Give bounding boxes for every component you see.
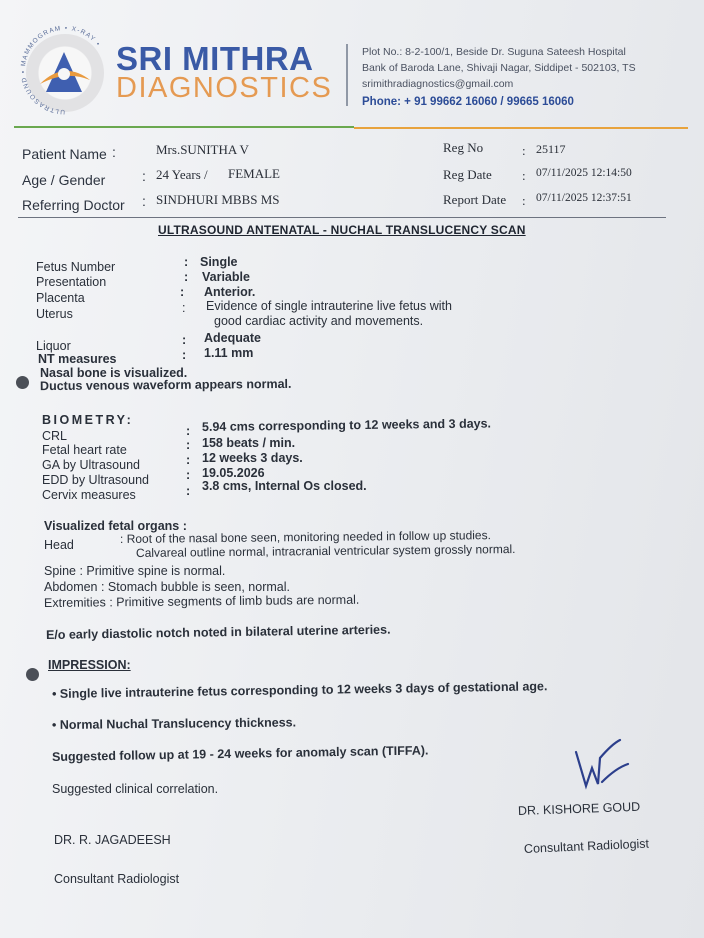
punch-hole-icon [16,376,29,389]
finding-label: NT measures [38,352,117,366]
report-title: ULTRASOUND ANTENATAL - NUCHAL TRANSLUCENCY SCAN [158,223,526,237]
left-doctor-title: Consultant Radiologist [54,872,180,886]
report-sheet: ULTRASOUND • MAMMOGRAM • X-RAY • SRI MITHRA DIAGNOSTICS Plot No.: 8-2-100/1, Beside Dr. Suguna Sateesh Hospital Bank of Baroda Lane, Shivaji Nagar, Siddipet - 502103, TS srimithradiagnostics@gmail.com Phone: + 91 99662 16060 / 99665 16060 Patient Name : Mrs.SUNITHA V Age / Gender : 24 Years / FEMALE Referring Doctor : SINDHURI MBBS MS Reg No : 25117 Reg Date : 07/11/2025 12:14:50 Report Date : 07/11/2025 12:37:51 ULTRASOUND ANTENATAL - NUCHAL TRANSLUCENCY SCAN Fetus Number : Single Presentation : Variable Placenta : Anterior. Uterus : Evidence of single intrauterine live fetus with good cardiac activity and movements. Liquor : Adequate NT measures : 1.11 mm Nasal bone is visualized. Ductus venous waveform appears normal. BIOMETRY: CRL : 5.94 cms corresponding to 12 weeks and 3 days. Fetal heart rate : 158 beats / min. GA by Ultrasound : 12 weeks 3 days. EDD by Ultrasound : 19.05.2026 Cervix measures : 3.8 cms, Internal Os closed. Visualized fetal organs : Head : Root of the nasal bone seen, monitoring needed in follow up studies. Calvareal outline normal, intracranial ventricular system grossly normal. Spine : Primitive spine is normal. Abdomen : Stomach bubble is seen, normal. Extremities : Primitive segments of limb buds are normal. E/o early diastolic notch noted in bilateral uterine arteries. IMPRESSION: • Single live intrauterine fetus corresponding to 12 weeks 3 days of gestational age. • Normal Nuchal Translucency thickness. Suggested follow up at 19 - 24 weeks for anomaly scan (TIFFA). Suggested clinical correlation. DR. KISHORE GOUD Consultant Radiologist DR. R. JAGADEESH Consultant Radiologist [0,0,704,938]
phone-number: Phone: + 91 99662 16060 / 99665 16060 [362,96,574,108]
finding-label: Fetus Number [36,260,116,274]
ductus-note: Ductus venous waveform appears normal. [39,376,292,394]
report-date-label: Report Date [443,192,507,207]
biometry-label: Cervix measures [42,488,136,502]
svg-text:ULTRASOUND • MAMMOGRAM • X-RAY: ULTRASOUND • MAMMOGRAM • X-RAY • [20,24,102,116]
impression-point: • Normal Nuchal Translucency thickness. [51,715,297,732]
finding-value: Single [200,255,238,269]
head-label: Head [44,538,74,552]
reg-date-value: 07/11/2025 12:14:50 [536,167,632,179]
referring-doctor-value: SINDHURI MBBS MS [156,192,280,207]
abdomen-finding: Abdomen : Stomach bubble is seen, normal. [44,580,290,594]
logo-mark-icon [0,0,130,140]
biometry-value: 158 beats / min. [202,436,296,450]
left-doctor-name: DR. R. JAGADEESH [54,833,171,847]
finding-label: Uterus [36,307,73,321]
finding-label: Liquor [36,339,71,353]
head-finding: : Root of the nasal bone seen, monitoring needed in follow up studies. [119,528,491,546]
impression-point: • Single live intrauterine fetus corresponding to 12 weeks 3 days of gestational age. [51,679,548,701]
biometry-value: 3.8 cms, Internal Os closed. [202,479,367,493]
followup-note: Suggested follow up at 19 - 24 weeks for anomaly scan (TIFFA). [51,743,429,764]
head-finding-cont: Calvareal outline normal, intracranial ventricular system grossly normal. [135,542,516,560]
finding-value: Variable [202,270,250,284]
finding-value: Adequate [204,331,261,345]
reg-date-label: Reg Date [443,167,492,182]
patient-name-label: Patient Name [22,146,107,162]
header-rule-orange [354,127,688,129]
reg-no-label: Reg No [443,140,484,155]
biometry-label: GA by Ultrasound [42,458,140,472]
impression-title: IMPRESSION: [48,658,131,672]
header-rule-green [14,126,354,128]
age-gender-label: Age / Gender [22,172,106,188]
details-divider [18,217,666,218]
age-value: 24 Years / [156,167,208,182]
biometry-label: CRL [42,429,68,443]
organs-title: Visualized fetal organs : [44,519,187,533]
biometry-title: BIOMETRY: [42,413,134,427]
biometry-value: 5.94 cms corresponding to 12 weeks and 3 days. [201,416,492,434]
punch-hole-icon [26,668,39,681]
signature-icon [572,738,632,800]
header-divider [346,44,348,106]
eo-note: E/o early diastolic notch noted in bilateral uterine arteries. [45,622,391,642]
finding-value-cont: good cardiac activity and movements. [214,314,424,328]
finding-value: 1.11 mm [204,346,254,360]
report-date-value: 07/11/2025 12:37:51 [536,192,632,204]
finding-value: Evidence of single intrauterine live fetus with [206,299,452,313]
right-doctor-title: Consultant Radiologist [523,836,650,856]
gender-value: FEMALE [228,166,280,181]
reg-no-value: 25117 [536,142,566,156]
referring-doctor-label: Referring Doctor [22,197,125,213]
extremities-finding: Extremities : Primitive segments of limb buds are normal. [43,592,360,610]
spine-finding: Spine : Primitive spine is normal. [44,564,226,578]
biometry-value: 19.05.2026 [202,466,265,480]
biometry-label: EDD by Ultrasound [42,473,149,487]
brand-name: SRI MITHRA [116,40,314,77]
address-line-2: Bank of Baroda Lane, Shivaji Nagar, Siddipet - 502103, TS [362,62,636,74]
brand-subtitle: DIAGNOSTICS [116,72,333,104]
finding-value: Anterior. [204,285,256,299]
patient-name-value: Mrs.SUNITHA V [156,142,249,157]
finding-label: Presentation [36,275,107,289]
nasal-bone-note: Nasal bone is visualized. [40,366,188,380]
email-address: srimithradiagnostics@gmail.com [362,78,514,90]
biometry-label: Fetal heart rate [42,443,127,457]
finding-label: Placenta [36,291,85,305]
address-line-1: Plot No.: 8-2-100/1, Beside Dr. Suguna Sateesh Hospital [362,46,626,58]
clinical-correlation-note: Suggested clinical correlation. [52,782,219,796]
biometry-value: 12 weeks 3 days. [202,451,303,465]
right-doctor-name: DR. KISHORE GOUD [517,799,641,818]
